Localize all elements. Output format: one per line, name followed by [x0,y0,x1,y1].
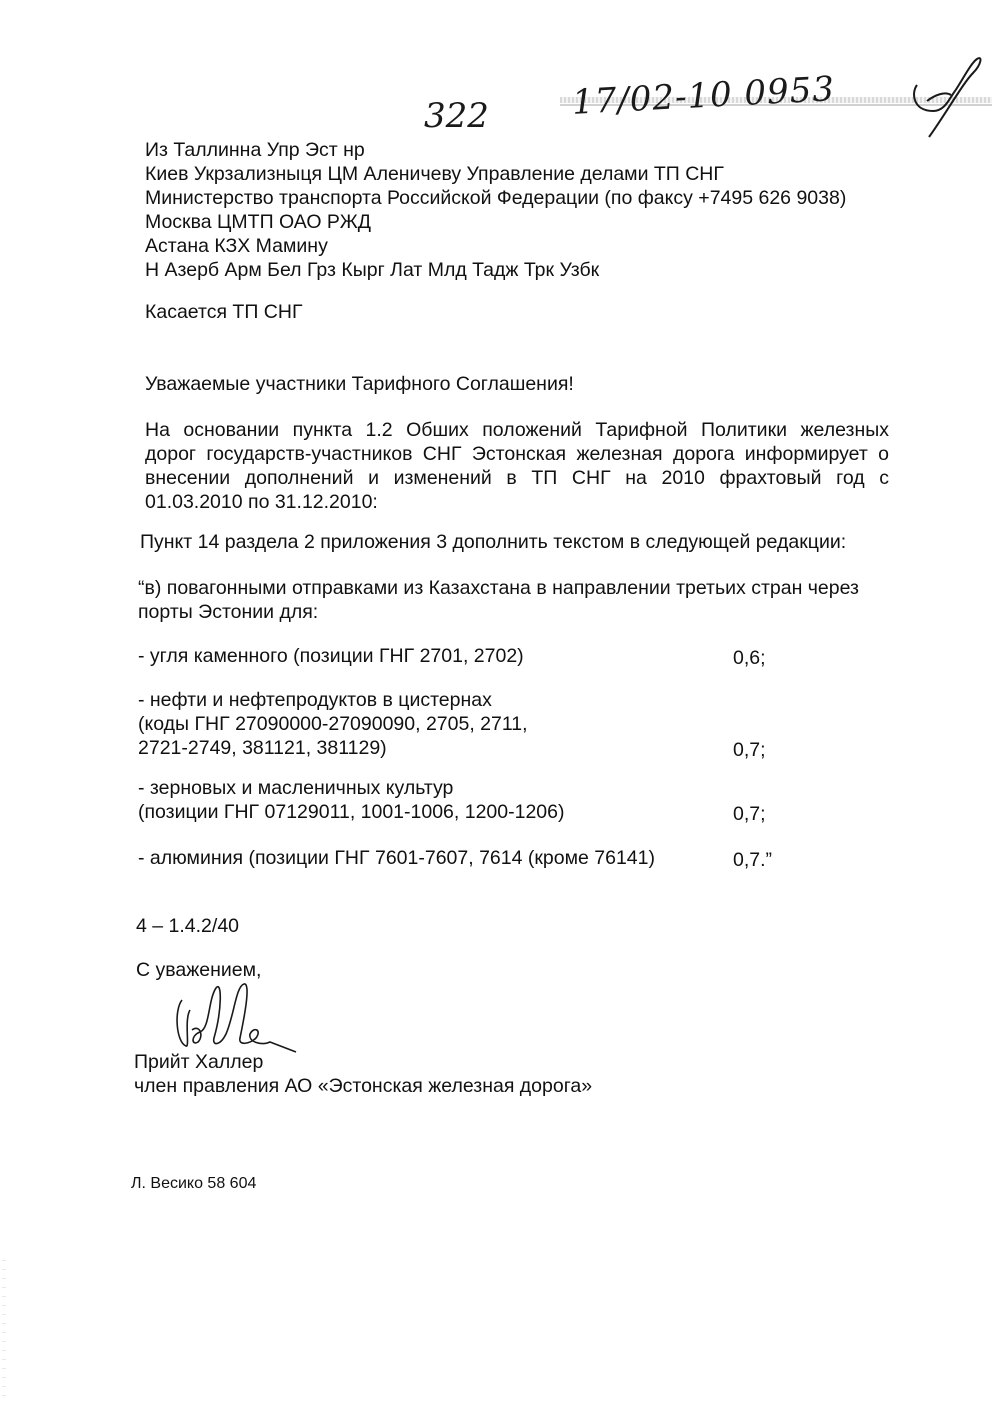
tariff-rate: 0,7; [733,803,766,825]
tariff-item-text: (позиции ГНГ 07129011, 1001-1006, 1200-1206) [138,801,565,823]
closing: С уважением, [136,959,262,981]
tariff-item-text: (коды ГНГ 27090000-27090090, 2705, 2711, [138,713,528,735]
signature-icon [170,980,300,1060]
address-line: Министерство транспорта Российской Федерации (по факсу +7495 626 9038) [145,187,847,209]
reference-number: 4 – 1.4.2/40 [136,915,240,937]
paragraph-line: дорог государств-участников СНГ Эстонская железная дорога информирует о [145,443,889,465]
tariff-rate: 0,6; [733,647,766,669]
signatory-title: член правления АО «Эстонская железная дорога» [134,1075,593,1097]
paragraph-line: 01.03.2010 по 31.12.2010: [145,491,378,513]
address-line: Из Таллинна Упр Эст нр [145,139,365,161]
amendment-line: Пункт 14 раздела 2 приложения 3 дополнить текстом в следующей редакции: [140,531,847,553]
subject-line: Касается ТП СНГ [145,301,303,323]
scan-edge-noise [2,1260,6,1400]
tariff-rate: 0,7.” [733,849,773,871]
address-line: Н Азерб Арм Бел Грз Кырг Лат Млд Тадж Трк Узбк [145,259,600,281]
signatory-name: Прийт Халлер [134,1051,264,1073]
address-line: Москва ЦМТП ОАО РЖД [145,211,371,233]
paragraph-line: внесении дополнений и изменений в ТП СНГ на 2010 фрахтовый год с [145,467,889,489]
tariff-item-text: - нефти и нефтепродуктов в цистернах [138,689,492,711]
handwritten-date-time: 17/02-10 0953 [571,69,836,123]
tariff-item-text: - зерновых и масленичных культур [138,777,454,799]
handwritten-initials-icon [905,55,985,140]
address-line: Киев Укрзализныця ЦМ Аленичеву Управление делами ТП СНГ [145,163,724,185]
greeting: Уважаемые участники Тарифного Соглашения! [145,373,574,395]
tariff-item-text: 2721-2749, 381121, 381129) [138,737,387,759]
tariff-rate: 0,7; [733,739,766,761]
handwritten-number: 322 [424,96,489,136]
quote-line: “в) повагонными отправками из Казахстана в направлении третьих стран через [138,577,859,599]
executor-footer: Л. Весико 58 604 [131,1175,257,1192]
quote-line: порты Эстонии для: [138,601,319,623]
tariff-item-text: - алюминия (позиции ГНГ 7601-7607, 7614 (кроме 76141) [138,847,655,869]
paragraph-line: На основании пункта 1.2 Обших положений Тарифной Политики железных [145,419,889,441]
address-line: Астана КЗХ Мамину [145,235,328,257]
tariff-item-text: - угля каменного (позиции ГНГ 2701, 2702) [138,645,524,667]
